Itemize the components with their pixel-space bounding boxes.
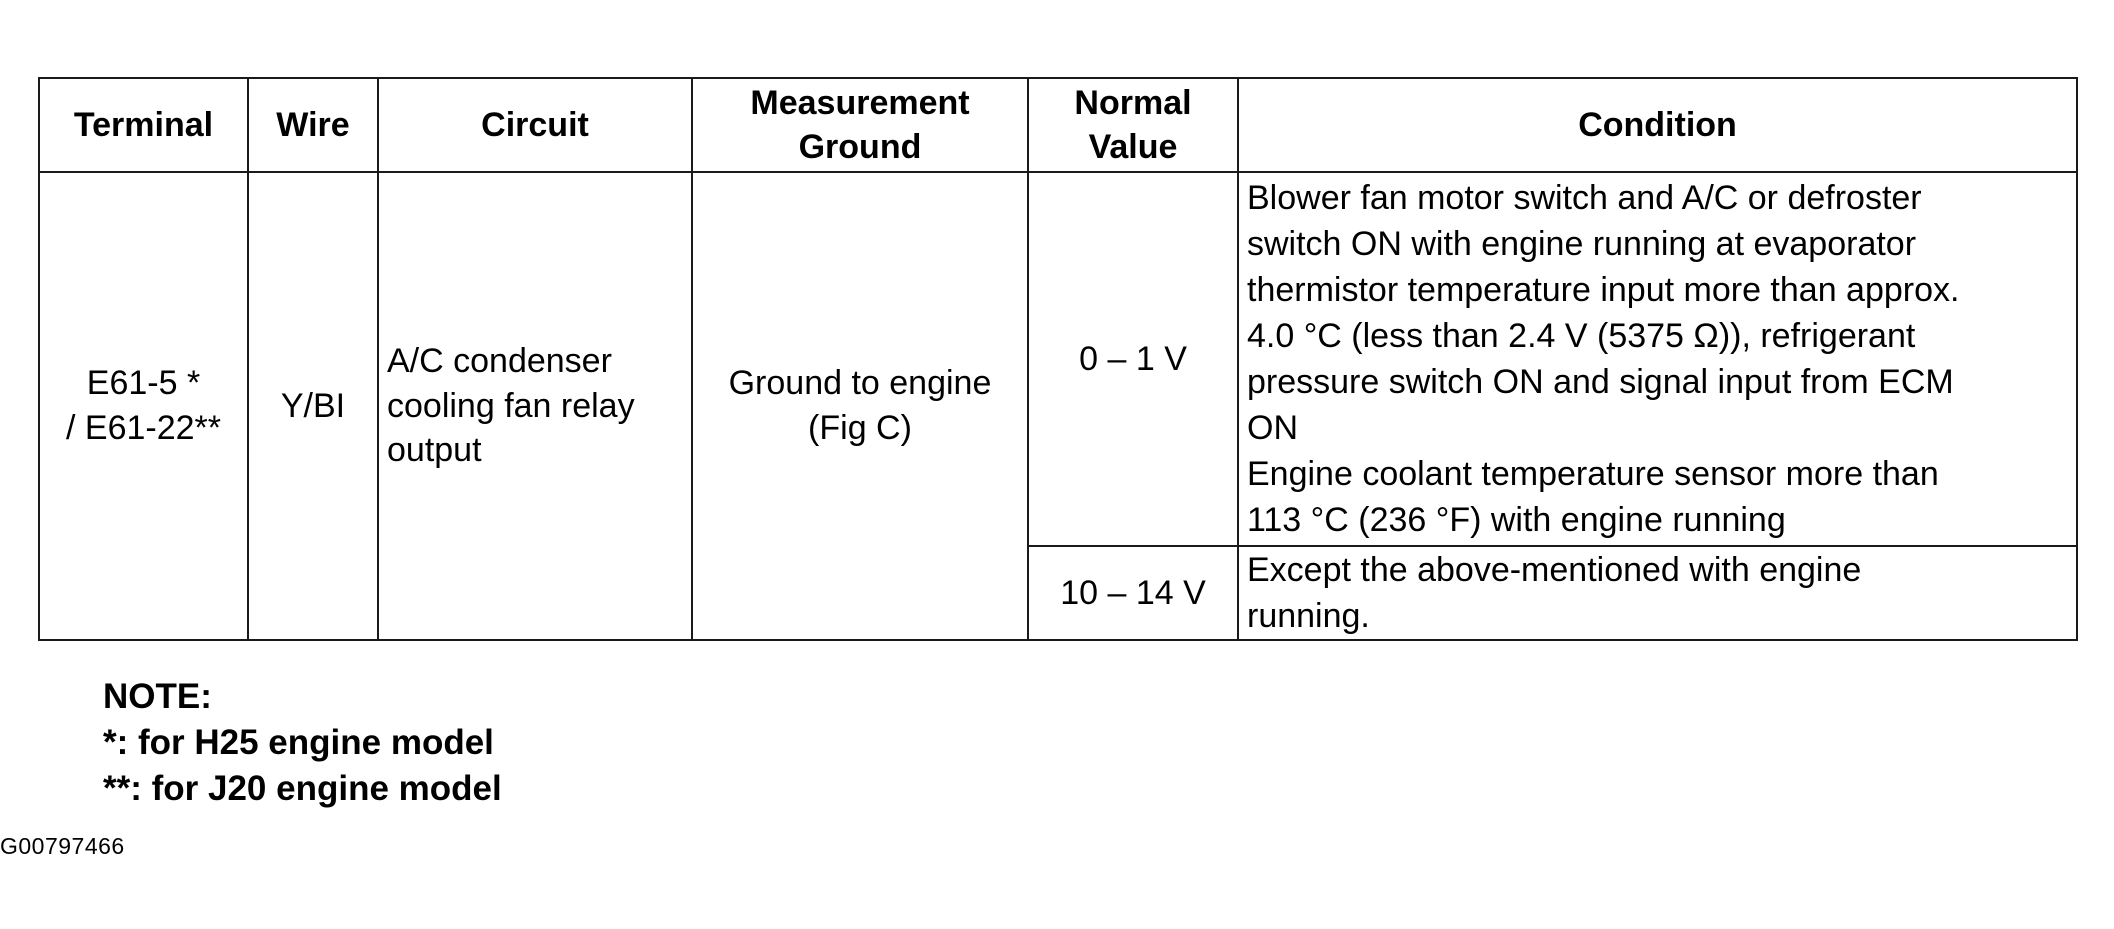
header-measurement-ground <box>692 78 1028 172</box>
condition-1-line: 4.0 °C (less than 2.4 V (5375 Ω)), refrigerant <box>1247 317 1916 355</box>
figure-code: G00797466 <box>0 833 125 859</box>
terminal-line1: E61-5 * <box>86 364 201 403</box>
condition-1-line: pressure switch ON and signal input from ECM <box>1247 363 1954 401</box>
header-measurement-line2: Ground <box>798 128 922 166</box>
condition-1-line: ON <box>1247 409 1298 447</box>
table-row <box>39 172 2077 546</box>
note-line-h25: *: for H25 engine model <box>103 723 494 762</box>
header-normal-value <box>1028 78 1238 172</box>
header-wire: Wire <box>248 78 378 172</box>
condition-2-line: running. <box>1247 597 1370 635</box>
header-circuit: Circuit <box>378 78 692 172</box>
header-normal-line1: Normal <box>1074 83 1192 122</box>
circuit-line3: output <box>387 431 482 470</box>
terminal-spec-table <box>38 77 2078 641</box>
cell-measurement-ground <box>692 172 1028 640</box>
condition-1-line: 113 °C (236 °F) with engine running <box>1247 501 1786 539</box>
condition-1-line: Blower fan motor switch and A/C or defroster <box>1247 179 1922 217</box>
cell-terminal <box>39 172 248 640</box>
cell-condition-1 <box>1238 172 2077 546</box>
note-title: NOTE: <box>103 677 212 716</box>
terminal-line2: / E61-22** <box>66 409 221 447</box>
header-normal-line2: Value <box>1088 128 1178 166</box>
note-block <box>103 674 502 812</box>
cell-normal-value-2: 10 – 14 V <box>1028 546 1238 640</box>
cell-condition-2 <box>1238 546 2077 640</box>
cell-wire: Y/BI <box>248 172 378 640</box>
condition-1-line: thermistor temperature input more than approx. <box>1247 271 1960 309</box>
circuit-line1: A/C condenser <box>387 341 612 380</box>
measurement-line2: (Fig C) <box>808 409 912 447</box>
measurement-line1: Ground to engine <box>728 364 992 403</box>
cell-normal-value-1: 0 – 1 V <box>1028 172 1238 546</box>
condition-1-line: switch ON with engine running at evaporator <box>1247 225 1917 263</box>
header-terminal: Terminal <box>39 78 248 172</box>
header-measurement-line1: Measurement <box>750 83 970 122</box>
note-line-j20: **: for J20 engine model <box>103 769 502 808</box>
table-header-row <box>39 78 2077 172</box>
condition-1-line: Engine coolant temperature sensor more than <box>1247 455 1939 493</box>
circuit-line2: cooling fan relay <box>387 386 635 425</box>
condition-2-line: Except the above-mentioned with engine <box>1247 551 1862 589</box>
cell-circuit <box>378 172 692 640</box>
header-condition: Condition <box>1238 78 2077 172</box>
